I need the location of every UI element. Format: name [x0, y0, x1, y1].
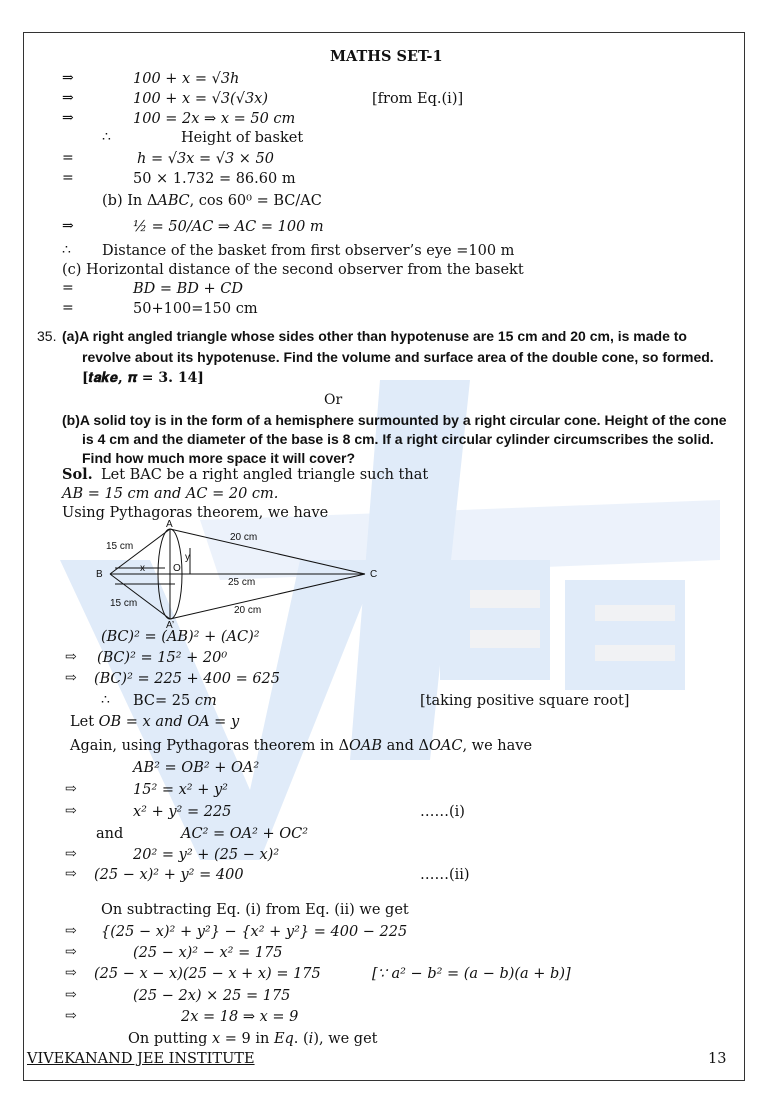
- footer-institute: VIVEKANAND JEE INSTITUTE: [27, 1051, 255, 1067]
- step-line: Distance of the basket from first observer’s eye =100 m: [102, 243, 515, 259]
- page-title: MATHS SET-1: [330, 48, 443, 65]
- step-line: 100 + 𝑥 = √3ℎ: [133, 71, 240, 87]
- double-cone-diagram: [90, 518, 390, 630]
- step-line: (25 − 𝑥)² + 𝑦² = 400: [94, 867, 244, 883]
- step-line: On putting 𝑥 = 9 in 𝐸𝑞. (𝑖), we get: [128, 1031, 378, 1047]
- label-y: y: [185, 552, 190, 563]
- step-line: (25 − 𝑥 − 𝑥)(25 − 𝑥 + 𝑥) = 175: [94, 966, 321, 982]
- therefore-symbol: ∴: [101, 692, 110, 708]
- equals-symbol: =: [62, 170, 74, 186]
- question-part-a: (a)A right angled triangle whose sides other than hypotenuse are 15 cm and 20 cm, is made to: [62, 328, 687, 344]
- note-root: [taking positive square root]: [420, 693, 630, 709]
- equals-symbol: =: [62, 280, 74, 296]
- label-A: A: [166, 519, 173, 530]
- label-ab-lower: 15 cm: [110, 598, 138, 609]
- question-part-b: is 4 cm and the diameter of the base is 8 cm. If a right circular cylinder circumscribes the solid.: [82, 431, 714, 447]
- label-A-prime: A’: [166, 620, 175, 630]
- arrow-symbol: ⇨: [65, 987, 77, 1003]
- solution-given: 𝐴𝐵 = 15 𝑐𝑚 𝑎𝑛𝑑 𝐴𝐶 = 20 𝑐𝑚.: [62, 486, 279, 502]
- label-x: x: [140, 563, 145, 574]
- step-line: 2𝑥 = 18 ⇒ 𝑥 = 9: [181, 1009, 299, 1025]
- solution-label: Sol.: [62, 466, 93, 483]
- arrow-symbol: ⇨: [65, 965, 77, 981]
- step-line: ℎ = √3𝑥 = √3 × 50: [137, 151, 274, 167]
- label-ab: 15 cm: [106, 541, 134, 552]
- label-bc: 25 cm: [228, 577, 256, 588]
- equation-reference: [from Eq.(i)]: [372, 91, 464, 107]
- step-line: (𝐵𝐶)² = (𝐴𝐵)² + (𝐴𝐶)²: [101, 629, 260, 645]
- page-number: 13: [708, 1051, 727, 1067]
- step-line: 𝑥² + 𝑦² = 225: [133, 804, 232, 820]
- step-line: Again, using Pythagoras theorem in Δ𝑂𝐴𝐵 and Δ𝑂𝐴𝐶, we have: [70, 738, 533, 754]
- identity-note: [∵ 𝑎² − 𝑏² = (𝑎 − 𝑏)(𝑎 + 𝑏)]: [372, 966, 571, 982]
- step-line: (b) In Δ𝐴𝐵𝐶, cos 60⁰ = BC/AC: [102, 193, 322, 209]
- arrow-symbol: ⇨: [65, 866, 77, 882]
- step-line: (c) Horizontal distance of the second observer from the basekt: [62, 262, 524, 278]
- arrow-symbol: ⇨: [65, 649, 77, 665]
- label-ac: 20 cm: [230, 532, 258, 543]
- question-part-a: [𝒕𝒂𝒌𝒆, 𝝅 = 𝟑. 𝟏𝟒]: [82, 370, 204, 386]
- step-line: Let 𝑂𝐵 = 𝑥 𝑎𝑛𝑑 𝑂𝐴 = 𝑦: [70, 714, 240, 730]
- step-line: BC= 25 𝑐𝑚: [133, 693, 217, 709]
- step-line: 100 = 2𝑥 ⇒ 𝑥 = 50 𝑐𝑚: [133, 111, 296, 127]
- equals-symbol: =: [62, 150, 74, 166]
- step-line: 50+100=150 cm: [133, 301, 258, 317]
- question-part-a: revolve about its hypotenuse. Find the volume and surface area of the double cone, so formed.: [82, 349, 714, 365]
- step-line: ½ = 50/AC ⇒ 𝐴𝐶 = 100 𝑚: [133, 219, 324, 235]
- equation-tag-i: ……(i): [420, 804, 465, 820]
- step-line: 50 × 1.732 = 86.60 m: [133, 171, 296, 187]
- arrow-symbol: ⇨: [65, 846, 77, 862]
- arrow-symbol: ⇨: [65, 781, 77, 797]
- equals-symbol: =: [62, 300, 74, 316]
- therefore-symbol: ∴: [62, 242, 71, 258]
- equation-tag-ii: ……(ii): [420, 867, 470, 883]
- step-line: 𝐴𝐵² = 𝑂𝐵² + 𝑂𝐴²: [133, 760, 260, 776]
- therefore-symbol: ∴: [102, 129, 111, 145]
- arrow-symbol: ⇨: [65, 944, 77, 960]
- implies-symbol: ⇒: [62, 218, 74, 234]
- step-line: 𝐵𝐷 = 𝐵𝐷 + 𝐶𝐷: [133, 281, 244, 297]
- label-O: O: [173, 563, 181, 574]
- step-line: (25 − 𝑥)² − 𝑥² = 175: [133, 945, 283, 961]
- step-line: 𝐴𝐶² = 𝑂𝐴² + 𝑂𝐶²: [181, 826, 309, 842]
- implies-symbol: ⇒: [62, 70, 74, 86]
- step-line: 15² = 𝑥² + 𝑦²: [133, 782, 228, 798]
- step-line: (𝐵𝐶)² = 15² + 20⁰: [97, 650, 228, 666]
- step-line: (25 − 2𝑥) × 25 = 175: [133, 988, 291, 1004]
- arrow-symbol: ⇨: [65, 923, 77, 939]
- arrow-symbol: ⇨: [65, 1008, 77, 1024]
- arrow-symbol: ⇨: [65, 670, 77, 686]
- label-C: C: [370, 569, 378, 580]
- question-part-b: Find how much more space it will cover?: [82, 450, 356, 466]
- step-line: 100 + 𝑥 = √3(√3𝑥): [133, 91, 269, 107]
- step-line: (𝐵𝐶)² = 225 + 400 = 625: [94, 671, 281, 687]
- step-line: On subtracting Eq. (i) from Eq. (ii) we get: [101, 902, 409, 918]
- step-line: 20² = 𝑦² + (25 − 𝑥)²: [133, 847, 280, 863]
- or-separator: Or: [324, 392, 343, 408]
- step-line: and: [96, 826, 124, 842]
- implies-symbol: ⇒: [62, 90, 74, 106]
- label-B: B: [96, 569, 103, 580]
- label-ac-lower: 20 cm: [234, 605, 262, 616]
- question-part-b: (b)A solid toy is in the form of a hemisphere surmounted by a right circular cone. Height of the cone: [62, 412, 727, 428]
- step-line: Height of basket: [181, 130, 304, 146]
- implies-symbol: ⇒: [62, 110, 74, 126]
- solution-intro: Let BAC be a right angled triangle such that: [101, 467, 429, 483]
- solution-pythag: Using Pythagoras theorem, we have: [62, 505, 329, 521]
- step-line: {(25 − 𝑥)² + 𝑦²} − {𝑥² + 𝑦²} = 400 − 225: [101, 924, 408, 940]
- arrow-symbol: ⇨: [65, 803, 77, 819]
- question-number: 35.: [37, 328, 57, 344]
